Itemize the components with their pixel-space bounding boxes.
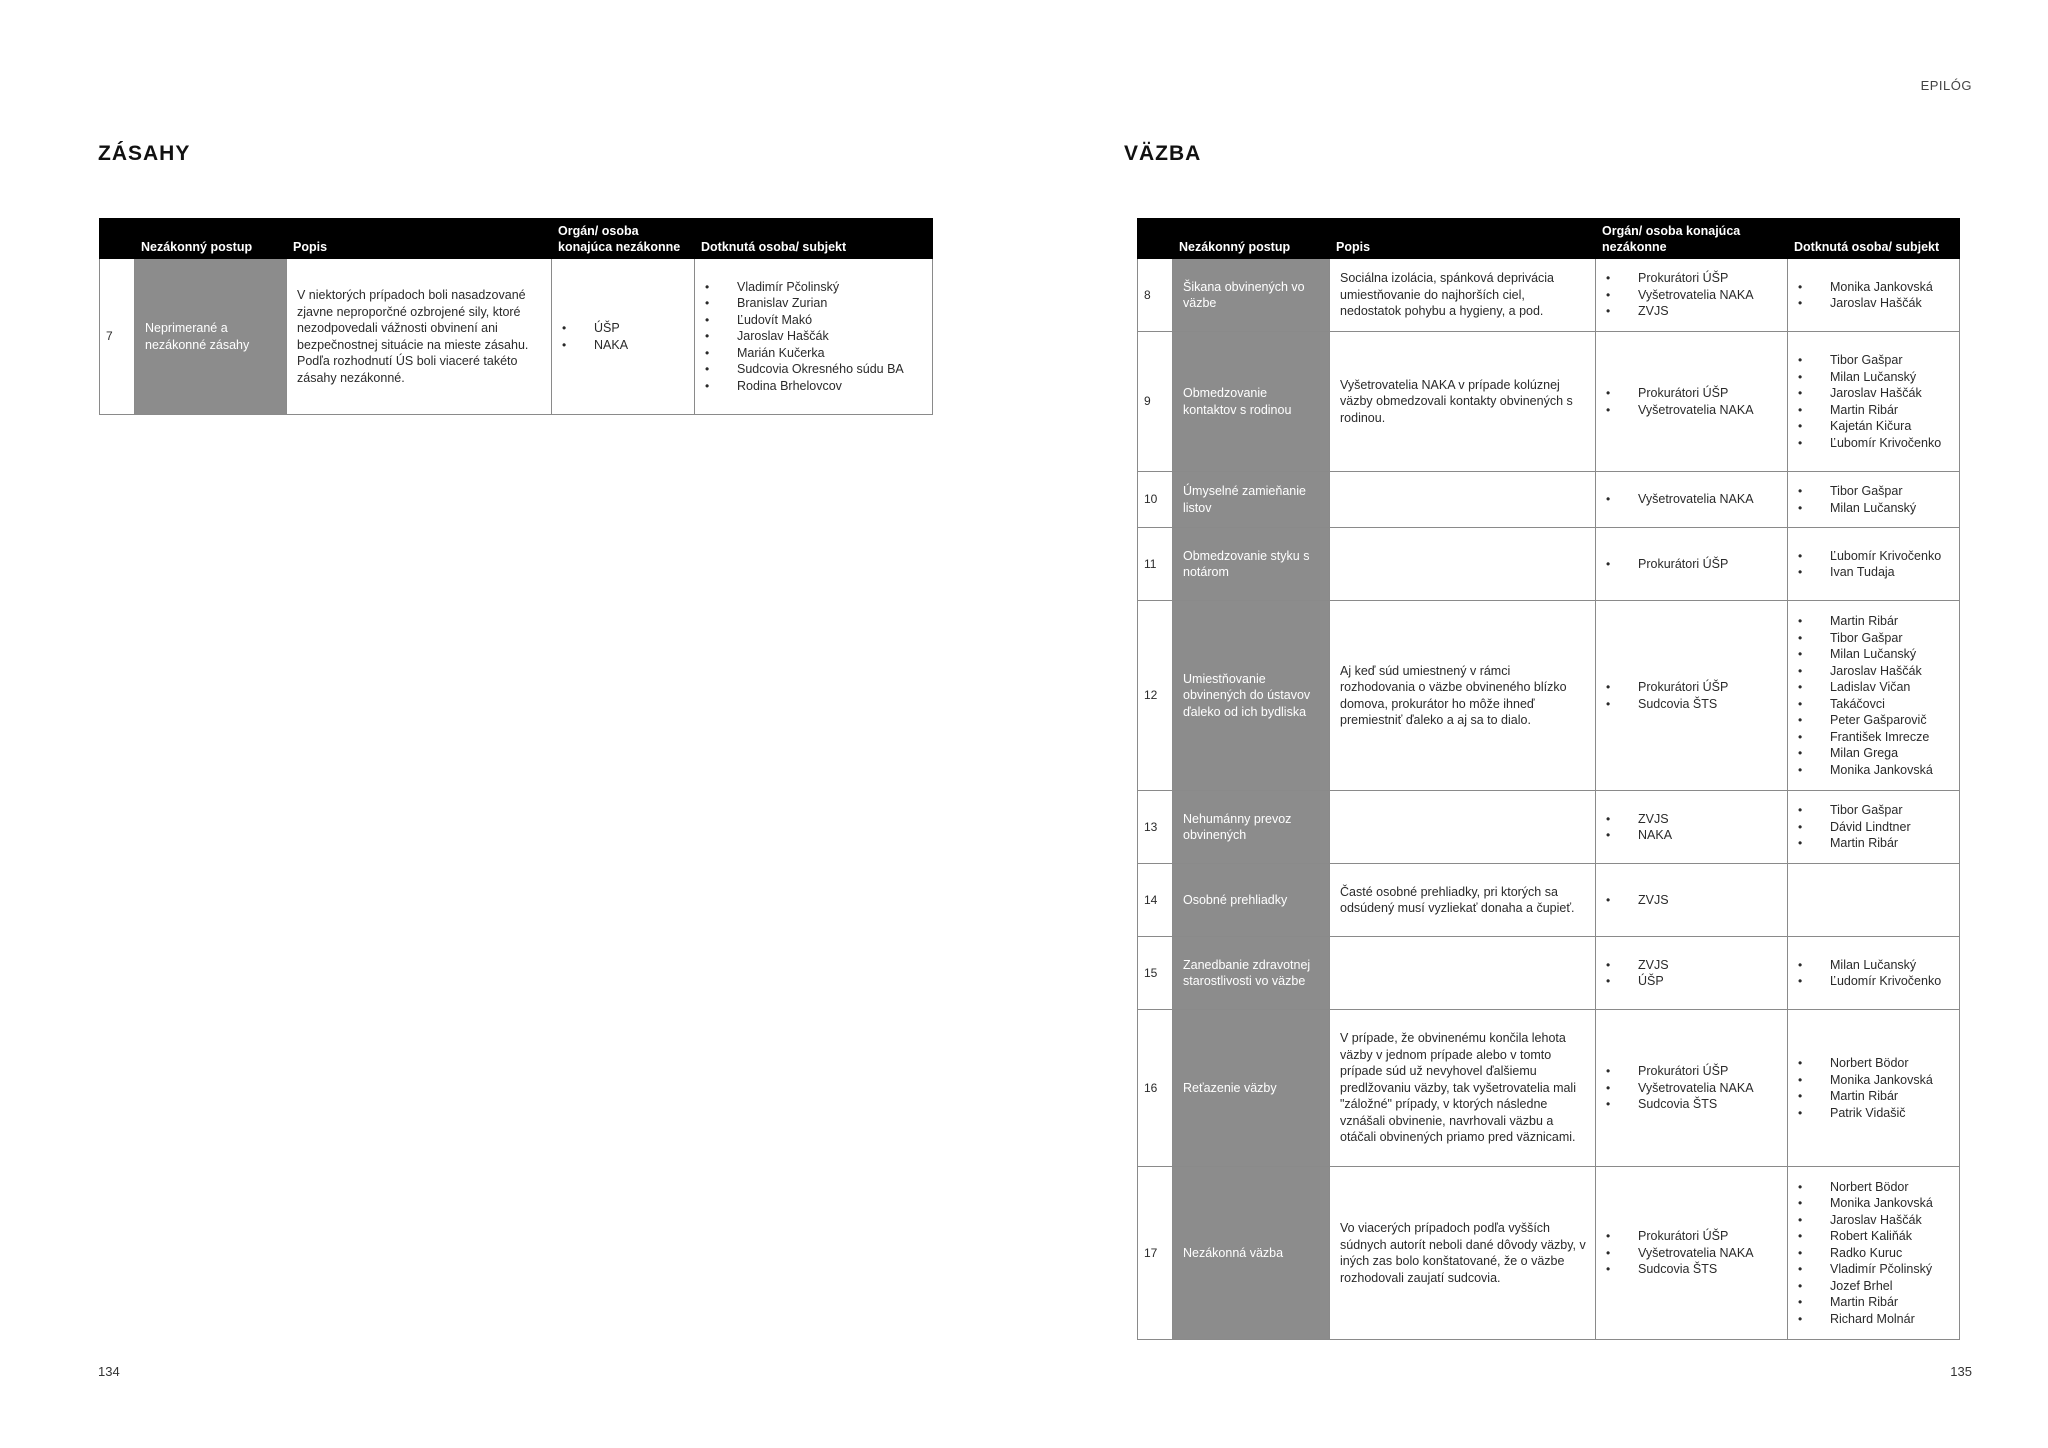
row-number: 7 (106, 329, 113, 344)
affected-person-item: • Milan Lučanský (1830, 957, 1951, 974)
affected-cell (1788, 864, 1960, 937)
description-cell (1330, 791, 1596, 864)
authority-item: • Vyšetrovatelia NAKA (1638, 1080, 1779, 1097)
row-number-cell (1138, 528, 1173, 601)
affected-person-item: • Jaroslav Haščák (1830, 663, 1951, 680)
authority-cell (1596, 601, 1788, 791)
procedure-label: Šikana obvinených vo väzbe (1183, 279, 1305, 310)
authority-item: • Vyšetrovatelia NAKA (1638, 402, 1779, 419)
description-cell (1330, 332, 1596, 472)
affected-person-item: • Sudcovia Okresného súdu BA (737, 361, 924, 378)
affected-person-item: • Peter Gašparovič (1830, 712, 1951, 729)
procedure-cell (1173, 791, 1330, 864)
procedure-cell (1173, 528, 1330, 601)
authority-cell (1596, 528, 1788, 601)
affected-person-item: • Radko Kuruc (1830, 1245, 1951, 1262)
table-row (100, 259, 933, 415)
affected-person-item: • Branislav Zurian (737, 295, 924, 312)
description-cell (1330, 1167, 1596, 1340)
procedure-label: Umiestňovanie obvinených do ústavov ďaleko od ich bydliska (1183, 671, 1311, 719)
procedure-cell (1173, 937, 1330, 1010)
table-row (1138, 472, 1960, 528)
affected-person-item: • Milan Grega (1830, 745, 1951, 762)
affected-person-list (1798, 613, 1951, 778)
row-number: 13 (1144, 819, 1158, 834)
authority-item: • NAKA (594, 337, 686, 354)
affected-person-item: • Jaroslav Haščák (1830, 1212, 1951, 1229)
section-title-zasahy: ZÁSAHY (98, 142, 191, 165)
affected-person-item: • Ivan Tudaja (1830, 564, 1951, 581)
affected-person-item: • František Imrecze (1830, 729, 1951, 746)
procedure-cell (135, 259, 287, 415)
affected-cell (1788, 528, 1960, 601)
description-cell (1330, 937, 1596, 1010)
header-authority: Orgán/ osoba konajúca nezákonne (1596, 219, 1788, 259)
affected-person-list (1798, 548, 1951, 581)
authority-cell (1596, 332, 1788, 472)
authority-item: • Vyšetrovatelia NAKA (1638, 287, 1779, 304)
affected-person-list (1798, 1055, 1951, 1121)
authority-item: • ÚŠP (1638, 973, 1779, 990)
row-number: 15 (1144, 965, 1158, 980)
authority-cell (1596, 1167, 1788, 1340)
authority-item: • Prokurátori ÚŠP (1638, 385, 1779, 402)
procedure-cell (1173, 259, 1330, 332)
procedure-cell (1173, 472, 1330, 528)
affected-cell (695, 259, 933, 415)
header-affected: Dotknutá osoba/ subjekt (695, 219, 933, 259)
row-number-cell (1138, 1167, 1173, 1340)
vazba-table (1137, 218, 1960, 1340)
authority-list (1606, 270, 1779, 320)
procedure-label: Nezákonná väzba (1183, 1245, 1284, 1260)
authority-list (1606, 491, 1779, 508)
affected-person-item: • Robert Kaliňák (1830, 1228, 1951, 1245)
affected-person-item: • Jozef Brhel (1830, 1278, 1951, 1295)
affected-person-item: • Monika Jankovská (1830, 762, 1951, 779)
table-row (1138, 864, 1960, 937)
affected-cell (1788, 791, 1960, 864)
description-text: Sociálna izolácia, spánková deprivácia umiestňovanie do najhorších ciel, nedostatok pohybu a hygieny, a pod. (1340, 271, 1555, 319)
authority-list (1606, 892, 1779, 909)
authority-list (1606, 1063, 1779, 1113)
table-row (1138, 259, 1960, 332)
affected-person-list (705, 279, 924, 395)
affected-person-list (1798, 352, 1951, 451)
affected-person-item: • Rodina Brhelovcov (737, 378, 924, 395)
authority-item: • Prokurátori ÚŠP (1638, 679, 1779, 696)
right-page (1024, 0, 2048, 1448)
table-row (1138, 1010, 1960, 1167)
header-affected: Dotknutá osoba/ subjekt (1788, 219, 1960, 259)
authority-list (562, 320, 686, 353)
procedure-label: Zanedbanie zdravotnej starostlivosti vo väzbe (1183, 957, 1311, 988)
affected-person-item: • Ľudomír Krivočenko (1830, 973, 1951, 990)
row-number-cell (1138, 937, 1173, 1010)
header-description: Popis (1330, 219, 1596, 259)
affected-person-item: • Ľudovít Makó (737, 312, 924, 329)
section-title-vazba: VÄZBA (1124, 142, 1202, 165)
description-cell (1330, 528, 1596, 601)
affected-person-item: • Patrik Vidašič (1830, 1105, 1951, 1122)
authority-item: • ZVJS (1638, 957, 1779, 974)
authority-item: • Sudcovia ŠTS (1638, 1261, 1779, 1278)
authority-item: • Prokurátori ÚŠP (1638, 556, 1779, 573)
description-cell (1330, 259, 1596, 332)
affected-person-item: • Milan Lučanský (1830, 369, 1951, 386)
description-text: Časté osobné prehliadky, pri ktorých sa odsúdený musí vyzliekať donaha a čupieť. (1340, 884, 1575, 915)
table-row (1138, 601, 1960, 791)
authority-item: • ÚŠP (594, 320, 686, 337)
description-text: V prípade, že obvinenému končila lehota väzby v jednom prípade alebo v tomto prípade súd už nevyhovel ďalšiemu predlžovaniu väzby, tak vyšetrovatelia mali "záložné" prípady, v ktorých následne vznášali obvinenie, navrhovali väzbu a otáčali obvinených priamo pred väznicami. (1340, 1031, 1576, 1145)
authority-list (1606, 1228, 1779, 1278)
running-head: EPILÓG (1920, 78, 1972, 93)
authority-cell (1596, 864, 1788, 937)
row-number-cell (1138, 332, 1173, 472)
affected-person-item: • Milan Lučanský (1830, 646, 1951, 663)
affected-person-list (1798, 483, 1951, 516)
description-text: Aj keď súd umiestnený v rámci rozhodovania o väzbe obvineného blízko domova, prokurátor ho môže ihneď premiestniť ďaleko a aj sa to dialo. (1340, 663, 1567, 727)
affected-person-item: • Marián Kučerka (737, 345, 924, 362)
procedure-label: Neprimerané a nezákonné zásahy (145, 321, 250, 352)
affected-person-item: • Tibor Gašpar (1830, 352, 1951, 369)
row-number: 11 (1144, 556, 1157, 571)
procedure-label: Obmedzovanie kontaktov s rodinou (1183, 386, 1292, 417)
affected-person-item: • Takáčovci (1830, 696, 1951, 713)
authority-item: • Prokurátori ÚŠP (1638, 270, 1779, 287)
affected-person-item: • Martin Ribár (1830, 613, 1951, 630)
authority-item: • ZVJS (1638, 811, 1779, 828)
affected-person-item: • Jaroslav Haščák (1830, 295, 1951, 312)
description-text: Vyšetrovatelia NAKA v prípade kolúznej väzby obmedzovali kontakty obvinených s rodinou. (1340, 377, 1573, 425)
affected-person-item: • Norbert Bödor (1830, 1179, 1951, 1196)
procedure-label: Reťazenie väzby (1183, 1080, 1277, 1095)
authority-cell (1596, 791, 1788, 864)
header-procedure: Nezákonný postup (1173, 219, 1330, 259)
affected-cell (1788, 1167, 1960, 1340)
affected-cell (1788, 332, 1960, 472)
table-row (1138, 332, 1960, 472)
row-number-cell (1138, 1010, 1173, 1167)
description-cell (1330, 1010, 1596, 1167)
procedure-cell (1173, 1167, 1330, 1340)
affected-person-item: • Monika Jankovská (1830, 1195, 1951, 1212)
authority-cell (1596, 259, 1788, 332)
table-row (1138, 937, 1960, 1010)
authority-item: • Vyšetrovatelia NAKA (1638, 491, 1779, 508)
row-number-cell (1138, 259, 1173, 332)
affected-person-item: • Monika Jankovská (1830, 279, 1951, 296)
row-number: 16 (1144, 1080, 1158, 1095)
affected-person-item: • Jaroslav Haščák (737, 328, 924, 345)
authority-cell (552, 259, 695, 415)
zasahy-table (99, 218, 933, 415)
affected-person-item: • Milan Lučanský (1830, 500, 1951, 517)
table-header-row (1138, 219, 1960, 259)
affected-person-list (1798, 802, 1951, 852)
procedure-cell (1173, 1010, 1330, 1167)
row-number: 12 (1144, 688, 1158, 703)
affected-person-item: • Vladimír Pčolinský (737, 279, 924, 296)
header-number (100, 219, 135, 259)
affected-person-item: • Ladislav Vičan (1830, 679, 1951, 696)
authority-item: • Sudcovia ŠTS (1638, 1096, 1779, 1113)
affected-cell (1788, 472, 1960, 528)
row-number: 17 (1144, 1245, 1158, 1260)
affected-person-item: • Martin Ribár (1830, 1088, 1951, 1105)
page-number-right: 135 (1950, 1364, 1972, 1379)
affected-person-item: • Martin Ribár (1830, 402, 1951, 419)
authority-item: • Prokurátori ÚŠP (1638, 1063, 1779, 1080)
authority-item: • Sudcovia ŠTS (1638, 696, 1779, 713)
table-row (1138, 528, 1960, 601)
affected-person-item: • Dávid Lindtner (1830, 819, 1951, 836)
row-number-cell (100, 259, 135, 415)
affected-person-item: • Tibor Gašpar (1830, 483, 1951, 500)
row-number-cell (1138, 791, 1173, 864)
affected-person-item: • Tibor Gašpar (1830, 630, 1951, 647)
affected-person-item: • Jaroslav Haščák (1830, 385, 1951, 402)
description-cell (1330, 472, 1596, 528)
affected-cell (1788, 1010, 1960, 1167)
authority-item: • ZVJS (1638, 303, 1779, 320)
row-number-cell (1138, 864, 1173, 937)
affected-cell (1788, 259, 1960, 332)
authority-list (1606, 385, 1779, 418)
page-number-left: 134 (98, 1364, 120, 1379)
procedure-label: Nehumánny prevoz obvinených (1183, 811, 1292, 842)
description-text: V niektorých prípadoch boli nasadzované zjavne neproporčné ozbrojené sily, ktoré nezodpovedali vážnosti obvinení ani bezpečnostnej situácie na mieste zásahu. Podľa rozhodnutí ÚS boli viaceré takéto zásahy nezákonné. (297, 288, 529, 385)
description-cell (1330, 601, 1596, 791)
row-number: 9 (1144, 394, 1151, 409)
procedure-cell (1173, 601, 1330, 791)
description-cell (287, 259, 552, 415)
authority-item: • NAKA (1638, 827, 1779, 844)
affected-person-item: • Ľubomír Krivočenko (1830, 548, 1951, 565)
authority-list (1606, 811, 1779, 844)
row-number: 14 (1144, 892, 1158, 907)
affected-person-item: • Richard Molnár (1830, 1311, 1951, 1328)
authority-list (1606, 556, 1779, 573)
authority-list (1606, 679, 1779, 712)
affected-person-item: • Kajetán Kičura (1830, 418, 1951, 435)
table-row (1138, 791, 1960, 864)
affected-person-item: • Ľubomír Krivočenko (1830, 435, 1951, 452)
authority-cell (1596, 1010, 1788, 1167)
procedure-cell (1173, 864, 1330, 937)
row-number-cell (1138, 472, 1173, 528)
authority-list (1606, 957, 1779, 990)
affected-person-item: • Monika Jankovská (1830, 1072, 1951, 1089)
header-procedure: Nezákonný postup (135, 219, 287, 259)
procedure-label: Osobné prehliadky (1183, 892, 1288, 907)
authority-cell (1596, 937, 1788, 1010)
affected-person-list (1798, 957, 1951, 990)
affected-person-item: • Martin Ribár (1830, 1294, 1951, 1311)
affected-cell (1788, 601, 1960, 791)
affected-person-item: • Vladimír Pčolinský (1830, 1261, 1951, 1278)
affected-person-item: • Norbert Bödor (1830, 1055, 1951, 1072)
affected-person-list (1798, 1179, 1951, 1328)
affected-person-item: • Martin Ribár (1830, 835, 1951, 852)
authority-cell (1596, 472, 1788, 528)
description-cell (1330, 864, 1596, 937)
authority-item: • ZVJS (1638, 892, 1779, 909)
header-authority: Orgán/ osoba konajúca nezákonne (552, 219, 695, 259)
authority-item: • Prokurátori ÚŠP (1638, 1228, 1779, 1245)
header-number (1138, 219, 1173, 259)
table-row (1138, 1167, 1960, 1340)
row-number: 10 (1144, 492, 1158, 507)
header-description: Popis (287, 219, 552, 259)
affected-person-item: • Tibor Gašpar (1830, 802, 1951, 819)
affected-cell (1788, 937, 1960, 1010)
procedure-label: Obmedzovanie styku s notárom (1183, 548, 1310, 579)
procedure-cell (1173, 332, 1330, 472)
table-header-row (100, 219, 933, 259)
authority-item: • Vyšetrovatelia NAKA (1638, 1245, 1779, 1262)
affected-person-list (1798, 279, 1951, 312)
row-number-cell (1138, 601, 1173, 791)
procedure-label: Úmyselné zamieňanie listov (1183, 484, 1306, 515)
description-text: Vo viacerých prípadoch podľa vyšších súdnych autorít neboli dané dôvody väzby, v iných zas bolo konštatované, že o väzbe rozhodovali zaujatí sudcovia. (1340, 1221, 1586, 1285)
row-number: 8 (1144, 287, 1151, 302)
